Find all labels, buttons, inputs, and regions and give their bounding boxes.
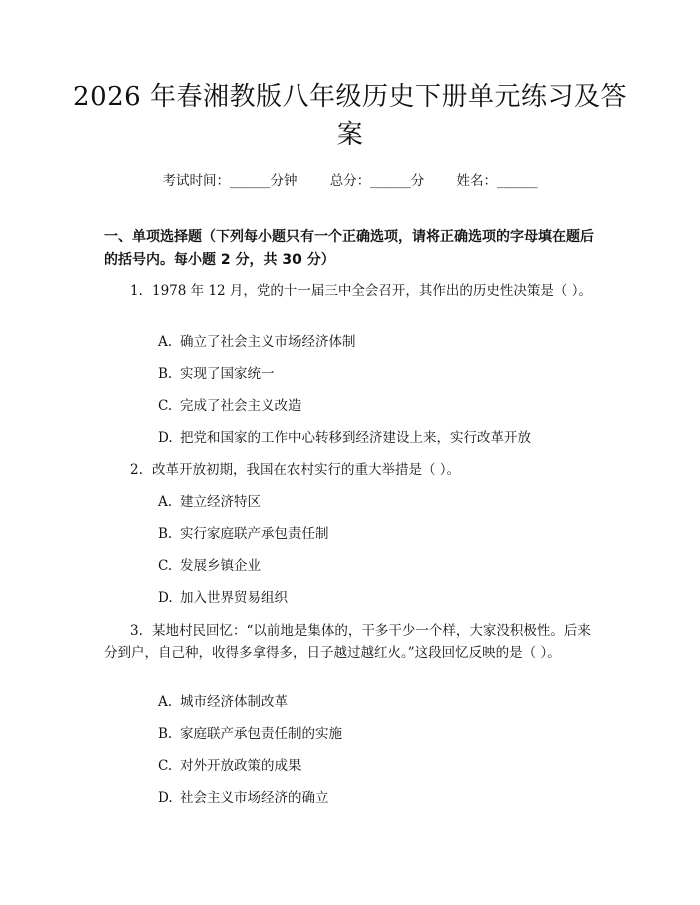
exam-meta: [0, 169, 700, 189]
question-number: 1.: [130, 283, 143, 299]
exam-time: 考试时间：______分钟: [162, 173, 298, 189]
option-letter: A.: [158, 694, 173, 710]
option-text: 实现了国家统一: [180, 366, 275, 382]
option-text: 社会主义市场经济的确立: [180, 790, 329, 806]
option-letter: A.: [158, 494, 173, 510]
option-text: 加入世界贸易组织: [180, 590, 288, 606]
option-letter: A.: [158, 334, 173, 350]
option-text: 完成了社会主义改造: [180, 398, 302, 414]
option-letter: D.: [158, 430, 173, 446]
option-2a: [158, 492, 598, 512]
option-text: 发展乡镇企业: [180, 558, 261, 574]
question-number: 3.: [130, 623, 143, 639]
option-text: 实行家庭联产承包责任制: [180, 526, 329, 542]
option-letter: B.: [158, 726, 173, 742]
option-text: 对外开放政策的成果: [180, 758, 302, 774]
option-2c: [158, 556, 598, 576]
option-letter: B.: [158, 366, 173, 382]
question-text: 某地村民回忆：“以前地是集体的，干多干少一个样，大家没积极性。后来分到户，自己种，收得多拿得多，日子越过越红火。”这段回忆反映的是（ ）。: [104, 623, 591, 661]
option-1b: [158, 364, 598, 384]
question-text: 1978 年 12 月，党的十一届三中全会召开，其作出的历史性决策是（ ）。: [152, 283, 592, 299]
option-2b: [158, 524, 598, 544]
option-2d: [158, 588, 598, 608]
question-3: [104, 620, 598, 664]
exam-name: 姓名：______: [456, 173, 538, 189]
option-letter: C.: [158, 398, 173, 414]
option-letter: C.: [158, 558, 173, 574]
question-2: [104, 459, 598, 481]
page-title: 2026 年春湘教版八年级历史下册单元练习及答案: [73, 82, 627, 150]
option-letter: C.: [158, 758, 173, 774]
option-letter: B.: [158, 526, 173, 542]
option-1a: [158, 332, 598, 352]
question-text: 改革开放初期，我国在农村实行的重大举措是（ ）。: [152, 462, 461, 478]
option-text: 确立了社会主义市场经济体制: [180, 334, 356, 350]
option-letter: D.: [158, 590, 173, 606]
option-3d: [158, 788, 598, 808]
section-heading: 一、单项选择题（下列每小题只有一个正确选项，请将正确选项的字母填在题后的括号内。每小题 2 分，共 30 分）: [104, 229, 594, 268]
question-number: 2.: [130, 462, 143, 478]
exam-score: 总分：______分: [329, 173, 425, 189]
option-text: 家庭联产承包责任制的实施: [180, 726, 342, 742]
option-text: 城市经济体制改革: [180, 694, 288, 710]
option-3b: [158, 724, 598, 744]
option-3c: [158, 756, 598, 776]
option-3a: [158, 692, 598, 712]
option-text: 把党和国家的工作中心转移到经济建设上来，实行改革开放: [180, 430, 531, 446]
option-text: 建立经济特区: [180, 494, 261, 510]
option-1d: [158, 428, 598, 448]
question-1: [104, 280, 598, 302]
option-1c: [158, 396, 598, 416]
option-letter: D.: [158, 790, 173, 806]
